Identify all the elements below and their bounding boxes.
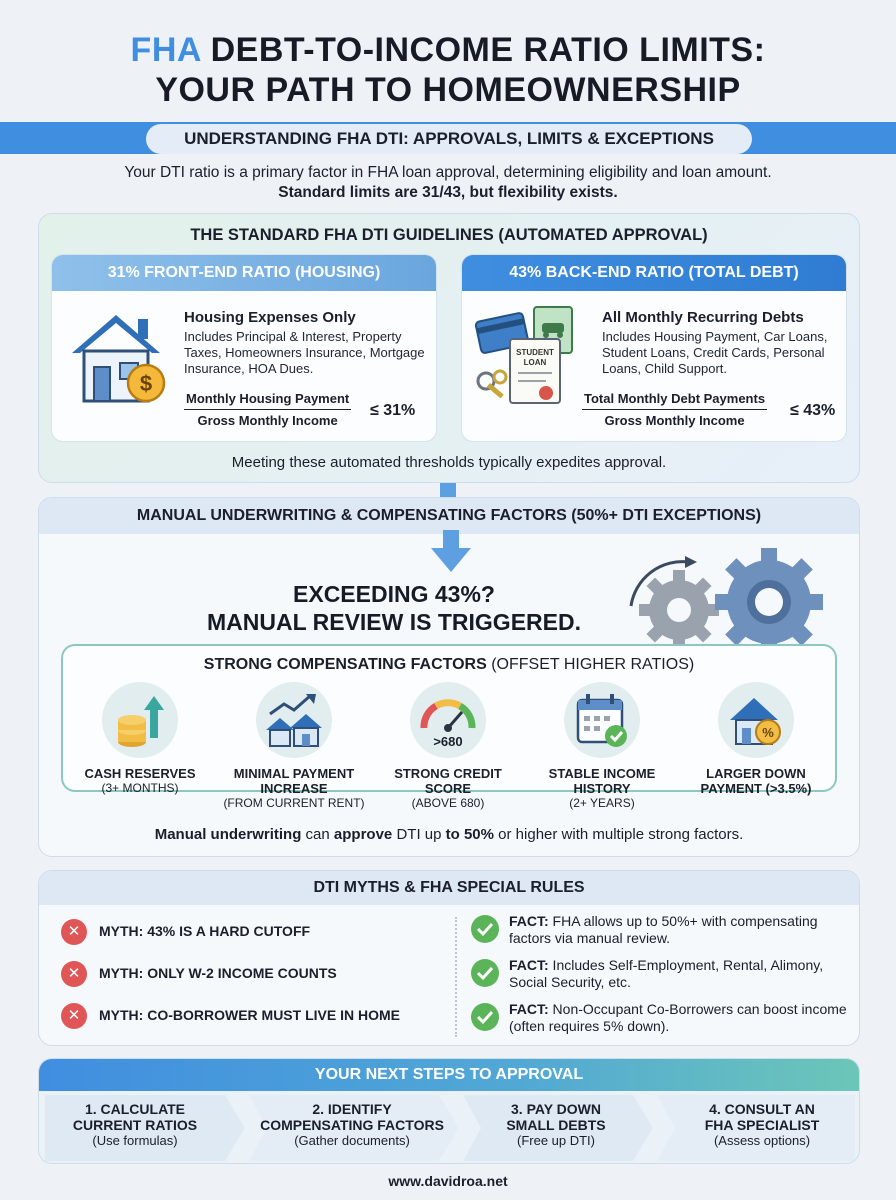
factor-label-line-2: HISTORY	[573, 781, 631, 796]
standard-guidelines-title: THE STANDARD FHA DTI GUIDELINES (AUTOMATED APPROVAL)	[190, 226, 708, 244]
step-title-2: SMALL DEBTS	[506, 1117, 606, 1133]
back-end-formula	[582, 391, 767, 428]
front-end-numerator: Monthly Housing Payment	[184, 391, 351, 410]
factor-label-line-1: LARGER DOWN	[706, 766, 806, 781]
section-connector	[440, 483, 456, 497]
step-title: 4. CONSULT AN	[709, 1101, 815, 1117]
manual-footer-t2: DTI up	[392, 826, 446, 843]
front-end-limit: ≤ 31%	[370, 402, 416, 419]
fact-label: FACT:	[509, 913, 549, 929]
check-icon	[471, 915, 499, 943]
factor-label	[527, 766, 677, 796]
title-line-2: YOUR PATH TO HOMEOWNERSHIP	[155, 71, 741, 109]
house-dollar-icon	[62, 303, 180, 413]
back-end-limit: ≤ 43%	[790, 402, 836, 419]
manual-footer-b2: approve	[333, 826, 393, 843]
factors-title-rest: (OFFSET HIGHER RATIOS)	[486, 656, 695, 673]
factor-credit-score	[373, 682, 523, 811]
intro-text	[60, 163, 836, 203]
factor-label-line-1: STRONG CREDIT	[394, 766, 502, 781]
title-accent: FHA	[130, 31, 201, 69]
factor-cash-reserves	[65, 682, 215, 796]
factor-label-line-1: STABLE INCOME	[548, 766, 656, 781]
myth-text: MYTH: ONLY W-2 INCOME COUNTS	[99, 965, 337, 981]
myths-section	[38, 870, 860, 1046]
back-end-numerator: Total Monthly Debt Payments	[582, 391, 767, 410]
factor-label	[681, 766, 831, 796]
step-sub: (Free up DTI)	[516, 1133, 595, 1148]
student-loan-label-2: LOAN	[523, 358, 547, 367]
x-icon: ✕	[61, 1003, 87, 1029]
front-end-description: Includes Principal & Interest, Property Taxes, Homeowners Insurance, Mortgage Insurance, HOA Dues.	[184, 329, 425, 376]
arrow-down-icon	[431, 530, 471, 572]
step-title: 2. IDENTIFY	[312, 1101, 392, 1117]
manual-underwriting-title: MANUAL UNDERWRITING & COMPENSATING FACTORS (50%+ DTI EXCEPTIONS)	[39, 498, 859, 534]
title-line-1	[0, 30, 896, 70]
step-title-2: FHA SPECIALIST	[704, 1117, 820, 1133]
standard-footer: Meeting these automated thresholds typically expedites approval.	[231, 454, 667, 471]
intro-line-1: Your DTI ratio is a primary factor in FHA loan approval, determining eligibility and loan amount.	[124, 164, 772, 181]
front-end-denominator: Gross Monthly Income	[197, 413, 338, 428]
fact-text	[509, 1001, 849, 1035]
manual-footer-b1: Manual underwriting	[154, 826, 302, 843]
factor-label	[219, 766, 369, 796]
step-1	[45, 1095, 245, 1161]
myth-text: MYTH: CO-BORROWER MUST LIVE IN HOME	[99, 1007, 400, 1023]
myth-text: MYTH: 43% IS A HARD CUTOFF	[99, 923, 311, 939]
gauge-icon	[410, 682, 486, 758]
exceeding-line-1: EXCEEDING 43%?	[293, 581, 495, 607]
factor-label-line-2: INCREASE	[260, 781, 328, 796]
back-end-denominator: Gross Monthly Income	[604, 413, 745, 428]
title-line-1-rest: DEBT-TO-INCOME RATIO LIMITS:	[200, 31, 766, 69]
step-2	[249, 1095, 459, 1161]
factor-label-line-1: MINIMAL PAYMENT	[233, 766, 355, 781]
manual-footer-b3: to 50%	[445, 826, 494, 843]
front-end-ratio-card	[51, 254, 437, 442]
next-steps-section	[38, 1058, 860, 1164]
fact-text	[509, 957, 849, 991]
fact-body: FHA allows up to 50%+ with compensating factors via manual review.	[509, 913, 818, 946]
fact-label: FACT:	[509, 957, 549, 973]
back-end-description: Includes Housing Payment, Car Loans, Student Loans, Credit Cards, Personal Loans, Child Support.	[602, 329, 828, 376]
back-end-ratio-card	[461, 254, 847, 442]
coins-arrow-icon	[102, 682, 178, 758]
back-end-title: All Monthly Recurring Debts	[602, 309, 804, 326]
factor-label-line-2: SCORE	[424, 781, 472, 796]
fact-text	[509, 913, 849, 947]
check-icon	[471, 959, 499, 987]
manual-footer-t3: or higher with multiple strong factors.	[494, 826, 744, 843]
compensating-factors-title	[63, 656, 835, 674]
factor-label	[373, 766, 523, 796]
step-sub: (Assess options)	[713, 1133, 811, 1148]
next-steps-title: YOUR NEXT STEPS TO APPROVAL	[39, 1059, 859, 1091]
website-url: www.davidroa.net	[388, 1173, 508, 1189]
front-end-formula	[184, 391, 351, 428]
step-title: 3. PAY DOWN	[511, 1101, 601, 1117]
myths-title: DTI MYTHS & FHA SPECIAL RULES	[39, 871, 859, 905]
factors-title-bold: STRONG COMPENSATING FACTORS	[203, 656, 487, 673]
exceeding-headline	[159, 580, 629, 636]
manual-footer	[39, 826, 859, 843]
factor-larger-down-payment	[681, 682, 831, 796]
step-4	[657, 1095, 855, 1161]
step-title: 1. CALCULATE	[84, 1101, 186, 1117]
calendar-check-icon	[564, 682, 640, 758]
factor-sub: (3+ MONTHS)	[101, 781, 179, 795]
manual-footer-t1: can	[301, 826, 334, 843]
fact-body: Includes Self-Employment, Rental, Alimony, Social Security, etc.	[509, 957, 824, 990]
factor-label-line-2: PAYMENT (>3.5%)	[700, 781, 812, 796]
svg-text:$: $	[139, 371, 153, 396]
step-3	[463, 1095, 653, 1161]
check-icon	[471, 1003, 499, 1031]
myths-divider	[455, 917, 457, 1037]
subtitle: UNDERSTANDING FHA DTI: APPROVALS, LIMITS & EXCEPTIONS	[146, 124, 752, 154]
gauge-text: >680	[433, 734, 463, 749]
factor-sub: (2+ YEARS)	[569, 796, 635, 810]
svg-text:%: %	[762, 725, 774, 740]
compensating-factors-panel	[61, 644, 837, 810]
factor-sub: (ABOVE 680)	[411, 796, 485, 810]
standard-guidelines-section	[38, 213, 860, 483]
step-sub: (Use formulas)	[92, 1133, 178, 1148]
page-title	[0, 30, 896, 110]
factor-label: CASH RESERVES	[84, 766, 196, 781]
house-percent-icon	[718, 682, 794, 758]
factor-minimal-payment	[219, 682, 369, 811]
step-title-2: CURRENT RATIOS	[72, 1117, 198, 1133]
step-sub: (Gather documents)	[294, 1133, 410, 1148]
step-title-2: COMPENSATING FACTORS	[260, 1117, 444, 1133]
manual-underwriting-section	[38, 497, 860, 857]
debts-icon	[472, 303, 590, 413]
factor-stable-income	[527, 682, 677, 811]
houses-trend-icon	[256, 682, 332, 758]
fact-body: Non-Occupant Co-Borrowers can boost income (often requires 5% down).	[509, 1001, 847, 1034]
fact-label: FACT:	[509, 1001, 549, 1017]
x-icon: ✕	[61, 919, 87, 945]
front-end-title: Housing Expenses Only	[184, 309, 356, 326]
exceeding-line-2: MANUAL REVIEW IS TRIGGERED.	[207, 609, 581, 635]
factor-sub: (FROM CURRENT RENT)	[223, 796, 365, 810]
front-end-header: 31% FRONT-END RATIO (HOUSING)	[52, 255, 436, 291]
student-loan-label-1: STUDENT	[516, 348, 554, 357]
back-end-header: 43% BACK-END RATIO (TOTAL DEBT)	[462, 255, 846, 291]
x-icon: ✕	[61, 961, 87, 987]
intro-line-2: Standard limits are 31/43, but flexibility exists.	[278, 184, 618, 201]
